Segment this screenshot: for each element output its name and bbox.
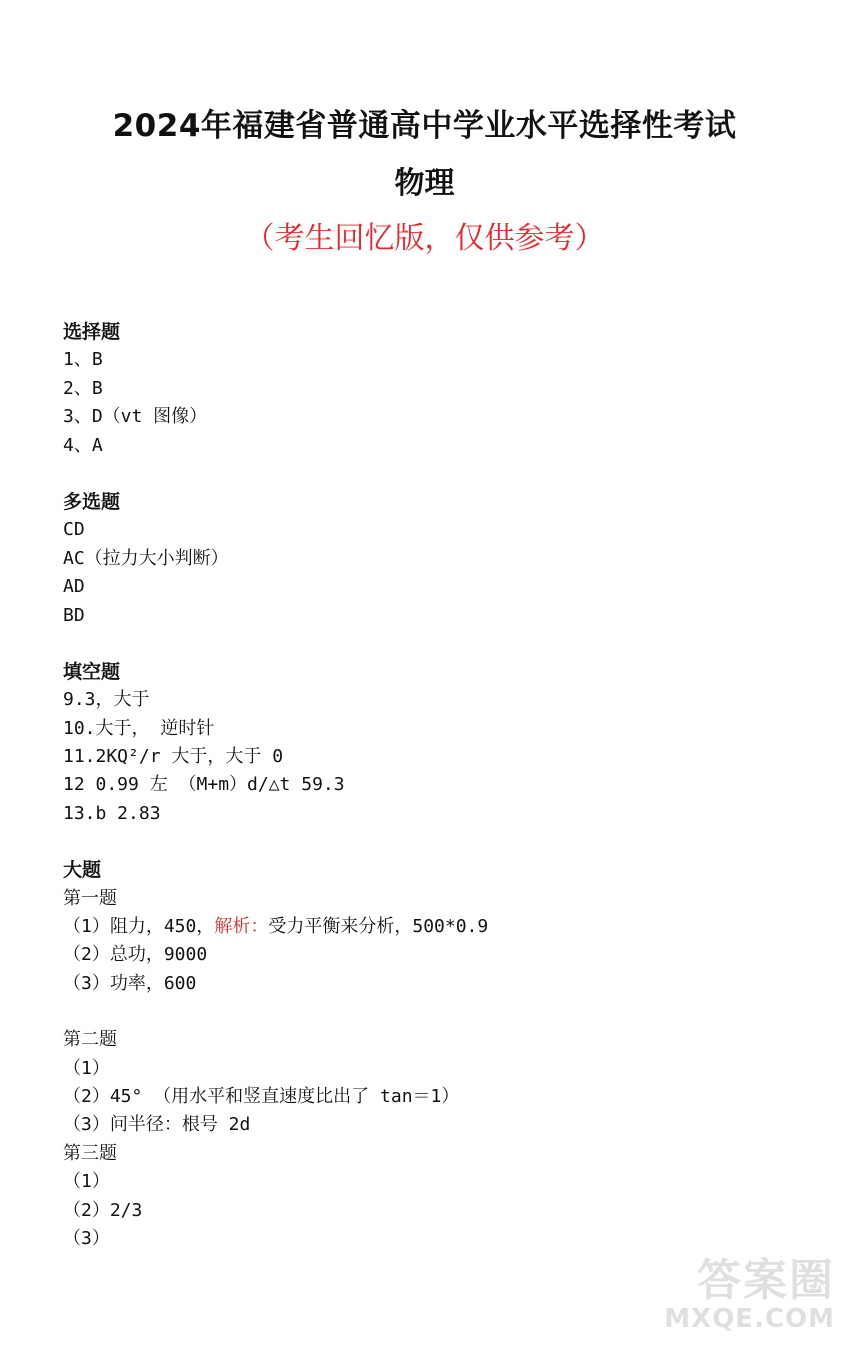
question-title: 第三题 — [63, 1142, 117, 1164]
answer-text: 受力平衡来分析，500*0.9 — [268, 916, 489, 938]
answer-line: 11.2KQ²/r 大于，大于 0 — [63, 746, 284, 768]
site-watermark — [665, 1244, 835, 1334]
answer-content — [63, 318, 783, 1253]
answer-line: BD — [63, 604, 85, 626]
section-heading-fill-blank: 填空题 — [63, 660, 121, 683]
answer-line: （2）总功，9000 — [63, 944, 208, 966]
answer-line: （2）2/3 — [63, 1199, 143, 1221]
answer-line: 10.大于， 逆时针 — [63, 717, 215, 739]
answer-line: （1） — [63, 1171, 110, 1193]
answer-line: （2）45° （用水平和竖直速度比出了 tan＝1） — [63, 1085, 460, 1107]
answer-line: （3）功率，600 — [63, 972, 197, 994]
section-heading-single-choice: 选择题 — [63, 321, 121, 343]
answer-line: AC（拉力大小判断） — [63, 547, 229, 569]
section-heading-multi-choice: 多选题 — [63, 490, 121, 513]
watermark-domain: MXQE.COM — [664, 1304, 835, 1334]
answer-line: 3、D（vt 图像） — [63, 406, 208, 428]
answer-line: 1、B — [63, 349, 103, 371]
answer-line: 12 0.99 左 （M+m）d/△t 59.3 — [63, 774, 345, 796]
subject-title: 物理 — [394, 166, 455, 201]
answer-line: （3） — [63, 1227, 110, 1249]
answer-line: 2、B — [63, 377, 103, 399]
answer-line — [63, 913, 783, 941]
edition-note: （考生回忆版，仅供参考） — [244, 221, 605, 256]
answer-line: （3）问半径：根号 2d — [63, 1114, 251, 1136]
answer-line: 4、A — [63, 434, 103, 456]
section-heading-big-questions: 大题 — [63, 859, 102, 882]
watermark-logo-text: 答案圈 — [697, 1255, 835, 1306]
question-title: 第二题 — [63, 1029, 117, 1051]
page-title: 2024年福建省普通高中学业水平选择性考试 — [112, 108, 737, 144]
answer-line: CD — [63, 519, 85, 541]
analysis-label: 解析： — [214, 916, 269, 938]
answer-line: （1） — [63, 1057, 110, 1079]
answer-line: 13.b 2.83 — [63, 802, 161, 824]
question-title: 第一题 — [63, 887, 117, 909]
answer-text: （1）阻力，450， — [63, 916, 215, 938]
answer-line: 9.3，大于 — [63, 689, 150, 711]
answer-line: AD — [63, 576, 85, 598]
